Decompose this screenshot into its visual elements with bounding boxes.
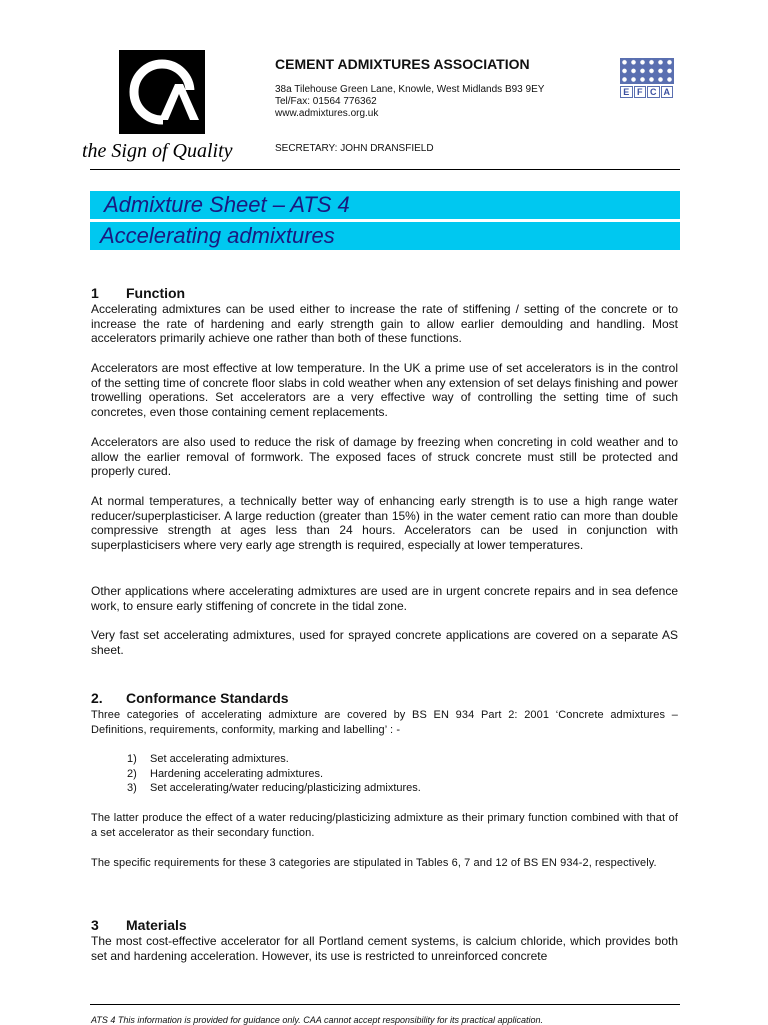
section-title: Conformance Standards — [126, 690, 289, 706]
banner-line-2: Accelerating admixtures — [100, 223, 335, 248]
footer-disclaimer: ATS 4 This information is provided for guidance only. CAA cannot accept responsibility for its practical application. — [91, 1015, 544, 1025]
section-1-heading — [91, 285, 185, 301]
org-website[interactable]: www.admixtures.org.uk — [275, 108, 379, 119]
function-paragraph: Accelerators are also used to reduce the risk of damage by freezing when concreting in cold weather and to allow the earlier removal of formwork. The exposed faces of struck concrete must still be protected and properly cured. — [91, 435, 678, 478]
efca-letter: A — [661, 86, 674, 98]
conformance-intro: Three categories of accelerating admixture are covered by BS EN 934 Part 2: 2001 ‘Concrete admixtures – Definitions, requirements, conformity, marking and labelling’ : - — [91, 709, 678, 736]
efca-logo — [620, 58, 674, 98]
efca-letter: E — [620, 86, 633, 98]
conformance-paragraph: The latter produce the effect of a water reducing/plasticizing admixture as their primary function combined with that of a set accelerator as their secondary function. — [91, 812, 678, 839]
footer-divider — [90, 1004, 680, 1005]
list-item: 1) Set accelerating admixtures. — [127, 753, 289, 765]
org-telfax: Tel/Fax: 01564 776362 — [275, 96, 377, 107]
org-name: CEMENT ADMIXTURES ASSOCIATION — [275, 56, 530, 72]
efca-letter: F — [634, 86, 647, 98]
org-address: 38a Tilehouse Green Lane, Knowle, West Midlands B93 9EY — [275, 84, 545, 95]
banner-line-1: Admixture Sheet – ATS 4 — [104, 192, 350, 217]
tagline: the Sign of Quality — [82, 140, 233, 162]
section-2-heading — [91, 690, 289, 706]
function-paragraph: Accelerating admixtures can be used either to increase the rate of stiffening / setting of the concrete or to increase the rate of hardening and early strength gain to allow earlier demoulding and handling. Most accelerators primarily achieve one rather than both of these functions. — [91, 302, 678, 345]
section-number: 1 — [91, 285, 99, 301]
conformance-paragraph: The specific requirements for these 3 categories are stipulated in Tables 6, 7 and 12 of BS EN 934-2, respectively. — [91, 857, 657, 869]
org-contact — [275, 84, 544, 120]
secretary-line: SECRETARY: JOHN DRANSFIELD — [275, 143, 434, 154]
function-paragraph: Accelerators are most effective at low temperature. In the UK a prime use of set accelerators is in the control of the setting time of concrete floor slabs in cold weather when any extension of set delays finishing and power trowelling operations. Set accelerators are a very effective way of controlling the setting time of such concretes, even those containing cement replacements. — [91, 361, 678, 419]
section-number: 3 — [91, 917, 99, 933]
section-title: Function — [126, 285, 186, 301]
section-title: Materials — [126, 917, 187, 933]
efca-logo-grid — [620, 58, 674, 84]
function-paragraph: Other applications where accelerating admixtures are used are in urgent concrete repairs and in sea defence work, to ensure early stiffening of concrete in the tidal zone. — [91, 584, 678, 613]
efca-logo-letters — [620, 86, 674, 98]
list-item: 2) Hardening accelerating admixtures. — [127, 767, 324, 780]
category-list — [127, 752, 421, 796]
banner-subtitle — [90, 222, 680, 250]
banner-title — [90, 191, 680, 219]
header-divider — [90, 169, 680, 170]
function-paragraph: Very fast set accelerating admixtures, used for sprayed concrete applications are covered on a separate AS sheet. — [91, 628, 678, 657]
caa-logo — [119, 50, 205, 134]
section-number: 2. — [91, 690, 103, 706]
materials-paragraph: The most cost-effective accelerator for all Portland cement systems, is calcium chloride, which provides both set and hardening acceleration. However, its use is restricted to unreinforced concrete — [91, 934, 678, 963]
function-paragraph: At normal temperatures, a technically better way of enhancing early strength is to use a high range water reducer/superplasticiser. A large reduction (greater than 15%) in the water cement ratio can more than double compressive strength at ages less than 24 hours. Accelerators can be used in conjunction with superplasticisers where very early age strength is required, especially at lower temperatures. — [91, 494, 678, 552]
section-3-heading — [91, 917, 187, 933]
list-item: 3) Set accelerating/water reducing/plasticizing admixtures. — [127, 782, 421, 794]
efca-letter: C — [647, 86, 660, 98]
